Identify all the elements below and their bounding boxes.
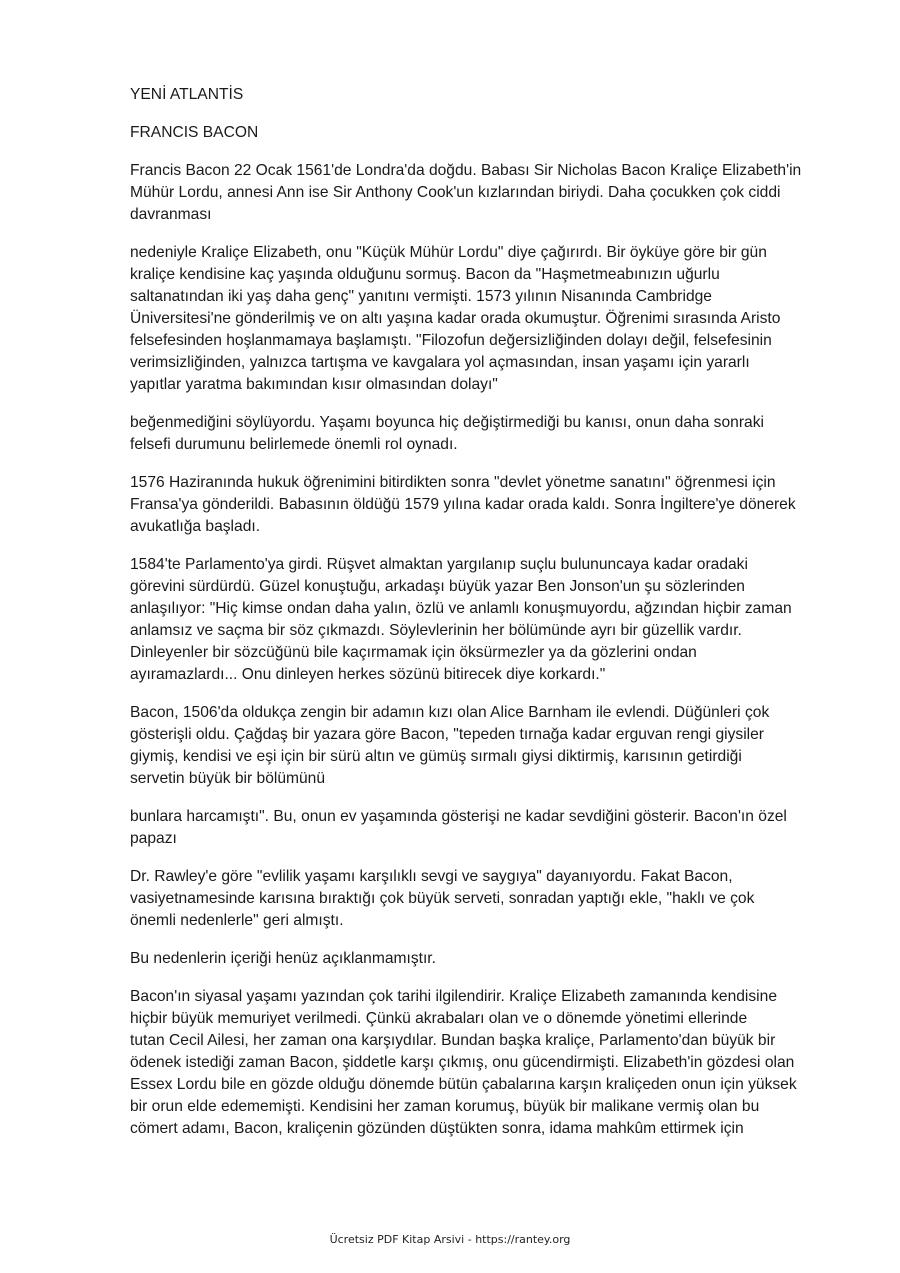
text-line: bir orun elde edememişti. Kendisini her zaman korumuş, büyük bir malikane vermiş olan bu — [130, 1098, 760, 1115]
text-line: verimsizliğinden, yalnızca tartışma ve kavgalara yol açmasından, insan yaşamı için yararlı — [130, 354, 750, 371]
text-line: Bacon'ın siyasal yaşamı yazından çok tarihi ilgilendirir. Kraliçe Elizabeth zamanında kendisine — [130, 988, 777, 1005]
text-line: Fransa'ya gönderildi. Babasının öldüğü 1579 yılına kadar orada kaldı. Sonra İngiltere'ye dönerek — [130, 496, 796, 513]
text-line: hiçbir büyük memuriyet verilmedi. Çünkü akrabaları olan ve o dönemde yönetimi ellerinde — [130, 1010, 748, 1027]
text-line: papazı — [130, 830, 177, 847]
paragraph — [130, 554, 835, 686]
text-line: önemli nedenlerle" geri almıştı. — [130, 912, 344, 929]
paragraph — [130, 242, 835, 396]
text-line: beğenmediğini söylüyordu. Yaşamı boyunca hiç değiştirmediği bu kanısı, onun daha sonraki — [130, 414, 764, 431]
text-line: yapıtlar yaratma bakımından kısır olmasından dolayı" — [130, 376, 498, 393]
text-line: ayıramazlardı... Onu dinleyen herkes sözünü bitirecek diye korkardı." — [130, 666, 606, 683]
text-line: felsefesinden hoşlanmamaya başlamıştı. "Filozofun değersizliğinden dolayı değil, felsefesinin — [130, 332, 772, 349]
document-body — [130, 160, 835, 1140]
text-line: avukatlığa başladı. — [130, 518, 261, 535]
text-line: anlaşılıyor: "Hiç kimse ondan daha yalın, özlü ve anlamlı konuşmuyordu, ağzından hiçbir zaman — [130, 600, 792, 617]
text-line: görevini sürdürdü. Güzel konuştuğu, arkadaşı büyük yazar Ben Jonson'un şu sözlerinden — [130, 578, 745, 595]
text-line: 1584'te Parlamento'ya girdi. Rüşvet almaktan yargılanıp suçlu bulununcaya kadar oradaki — [130, 556, 748, 573]
text-line: giymiş, kendisi ve eşi için bir sürü altın ve gümüş sırmalı giysi diktirmiş, karısının getirdiği — [130, 748, 742, 765]
paragraph — [130, 866, 835, 932]
paragraph — [130, 986, 835, 1140]
page-footer: Ücretsiz PDF Kitap Arsivi - https://rantey.org — [329, 1233, 571, 1246]
text-line: Dr. Rawley'e göre "evlilik yaşamı karşılıklı sevgi ve saygıya" dayanıyordu. Fakat Bacon, — [130, 868, 733, 885]
document-page — [130, 84, 835, 1156]
text-line: Üniversitesi'ne gönderilmiş ve on altı yaşına kadar orada okumuştur. Öğrenimi sırasında Aristo — [130, 310, 781, 327]
paragraph — [130, 160, 835, 226]
text-line: Bu nedenlerin içeriği henüz açıklanmamıştır. — [130, 950, 436, 967]
paragraph — [130, 948, 835, 970]
text-line: davranması — [130, 206, 212, 223]
paragraph — [130, 702, 835, 790]
text-line: cömert adamı, Bacon, kraliçenin gözünden düştükten sonra, idama mahkûm ettirmek için — [130, 1120, 744, 1137]
text-line: ödenek istediği zaman Bacon, şiddetle karşı çıkmış, onu gücendirmişti. Elizabeth'in gözdesi olan — [130, 1054, 795, 1071]
text-line: vasiyetnamesinde karısına bıraktığı çok büyük serveti, sonradan yaptığı ekle, "haklı ve çok — [130, 890, 755, 907]
paragraph — [130, 412, 835, 456]
text-line: Essex Lordu bile en gözde olduğu dönemde bütün çabalarına karşın kraliçeden onun için yüksek — [130, 1076, 797, 1093]
paragraph — [130, 806, 835, 850]
text-line: Dinleyenler bir sözcüğünü bile kaçırmamak için öksürmezler ya da gözlerini ondan — [130, 644, 697, 661]
text-line: kraliçe kendisine kaç yaşında olduğunu sormuş. Bacon da "Haşmetmeabınızın uğurlu — [130, 266, 720, 283]
text-line: bunlara harcamıştı". Bu, onun ev yaşamında gösterişi ne kadar sevdiğini gösterir. Bacon'ın özel — [130, 808, 787, 825]
text-line: Francis Bacon 22 Ocak 1561'de Londra'da doğdu. Babası Sir Nicholas Bacon Kraliçe Elizabeth'in — [130, 162, 802, 179]
document-title: YENİ ATLANTİS — [130, 86, 244, 103]
text-line: saltanatından iki yaş daha genç" yanıtını vermişti. 1573 yılının Nisanında Cambridge — [130, 288, 712, 305]
text-line: gösterişli oldu. Çağdaş bir yazara göre Bacon, "tepeden tırnağa kadar erguvan rengi giysiler — [130, 726, 764, 743]
text-line: tutan Cecil Ailesi, her zaman ona karşıydılar. Bundan başka kraliçe, Parlamento'dan büyük bir — [130, 1032, 776, 1049]
text-line: felsefi durumunu belirlemede önemli rol oynadı. — [130, 436, 458, 453]
text-line: 1576 Haziranında hukuk öğrenimini bitirdikten sonra "devlet yönetme sanatını" öğrenmesi için — [130, 474, 776, 491]
text-line: nedeniyle Kraliçe Elizabeth, onu "Küçük Mühür Lordu" diye çağırırdı. Bir öyküye göre bir gün — [130, 244, 767, 261]
document-author: FRANCIS BACON — [130, 124, 259, 141]
text-line: servetin büyük bir bölümünü — [130, 770, 326, 787]
text-line: Mühür Lordu, annesi Ann ise Sir Anthony Cook'un kızlarından biriydi. Daha çocukken çok ciddi — [130, 184, 781, 201]
paragraph — [130, 472, 835, 538]
text-line: anlamsız ve saçma bir söz çıkmazdı. Söylevlerinin her bölümünde ayrı bir güzellik vardır. — [130, 622, 742, 639]
text-line: Bacon, 1506'da oldukça zengin bir adamın kızı olan Alice Barnham ile evlendi. Düğünleri çok — [130, 704, 770, 721]
